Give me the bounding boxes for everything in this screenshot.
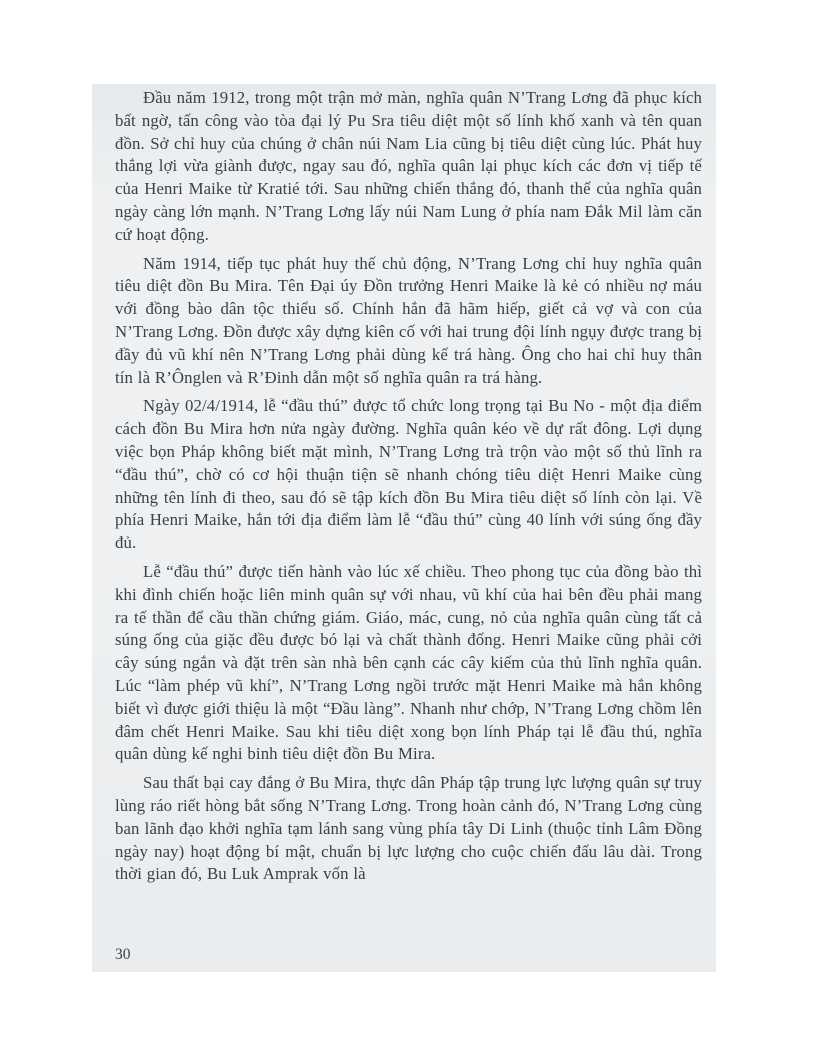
- scanned-paper-area: [92, 84, 716, 972]
- paragraph-5: Sau thất bại cay đắng ở Bu Mira, thực dân Pháp tập trung lực lượng quân sự truy lùng ráo riết hòng bắt sống N’Trang Lơng. Trong hoàn cảnh đó, N’Trang Lơng cùng ban lãnh đạo khởi nghĩa tạm lánh sang vùng phía tây Di Linh (thuộc tỉnh Lâm Đồng ngày nay) hoạt động bí mật, chuẩn bị lực lượng cho cuộc chiến đấu lâu dài. Trong thời gian đó, Bu Luk Amprak vốn là: [115, 773, 702, 884]
- body-text-block: [115, 87, 702, 892]
- paragraph-2: Năm 1914, tiếp tục phát huy thế chủ động, N’Trang Lơng chỉ huy nghĩa quân tiêu diệt đồn Bu Mira. Tên Đại úy Đồn trưởng Henri Maike là kẻ có nhiều nợ máu với đồng bào dân tộc thiểu số. Chính hắn đã hãm hiếp, giết cả vợ và con của N’Trang Lơng. Đồn được xây dựng kiên cố với hai trung đội lính ngụy được trang bị đầy đủ vũ khí nên N’Trang Lơng phải dùng kế trá hàng. Ông cho hai chỉ huy thân tín là R’Ônglen và R’Đinh dẫn một số nghĩa quân ra trá hàng.: [115, 253, 702, 387]
- page-number: 30: [115, 946, 131, 963]
- paragraph-3: Ngày 02/4/1914, lễ “đầu thú” được tổ chức long trọng tại Bu No - một địa điểm cách đồn Bu Mira hơn nửa ngày đường. Nghĩa quân kéo về dự rất đông. Lợi dụng việc bọn Pháp không biết mặt mình, N’Trang Lơng trà trộn vào một số thủ lĩnh ra “đầu thú”, chờ có cơ hội thuận tiện sẽ nhanh chóng tiêu diệt Henri Maike cùng những tên lính đi theo, sau đó sẽ tập kích đồn Bu Mira tiêu diệt số lính còn lại. Về phía Henri Maike, hắn tới địa điểm làm lễ “đầu thú” cùng 40 lính với súng ống đầy đủ.: [115, 396, 702, 553]
- paragraph-1: Đầu năm 1912, trong một trận mở màn, nghĩa quân N’Trang Lơng đã phục kích bất ngờ, tấn công vào tòa đại lý Pu Sra tiêu diệt một số lính khố xanh và tên quan đồn. Sở chỉ huy của chúng ở chân núi Nam Lia cũng bị tiêu diệt cùng lúc. Phát huy thắng lợi vừa giành được, ngay sau đó, nghĩa quân lại phục kích các đơn vị tiếp tế của Henri Maike từ Kratié tới. Sau những chiến thắng đó, thanh thế của nghĩa quân ngày càng lớn mạnh. N’Trang Lơng lấy núi Nam Lung ở phía nam Đắk Mil làm căn cứ hoạt động.: [115, 88, 702, 244]
- paragraph-4: Lễ “đầu thú” được tiến hành vào lúc xế chiều. Theo phong tục của đồng bào thì khi đình chiến hoặc liên minh quân sự với nhau, vũ khí của hai bên đều phải mang ra tế thần để cầu thần chứng giám. Giáo, mác, cung, nỏ của nghĩa quân cùng tất cả súng ống của giặc đều được bó lại và chất thành đống. Henri Maike cũng phải cởi cây súng ngắn và đặt trên sàn nhà bên cạnh các cây kiếm của thủ lĩnh nghĩa quân. Lúc “làm phép vũ khí”, N’Trang Lơng ngồi trước mặt Henri Maike mà hắn không biết vì được giới thiệu là một “Đầu làng”. Nhanh như chớp, N’Trang Lơng chồm lên đâm chết Henri Maike. Sau khi tiêu diệt xong bọn lính Pháp tại lễ đầu thú, nghĩa quân dùng kế nghi binh tiêu diệt đồn Bu Mira.: [115, 561, 702, 764]
